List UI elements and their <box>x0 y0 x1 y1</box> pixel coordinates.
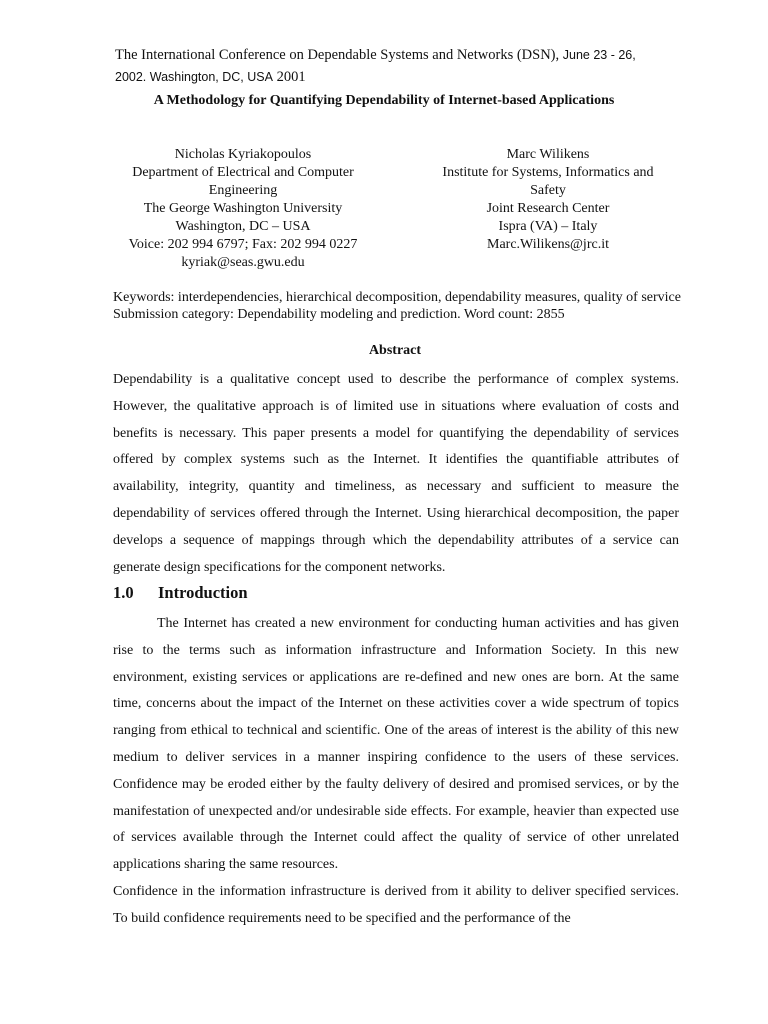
introduction-body <box>113 611 679 933</box>
author-1-email: kyriak@seas.gwu.edu <box>181 255 305 270</box>
abstract-body <box>113 367 679 581</box>
author-2-email: Marc.Wilikens@jrc.it <box>487 237 609 252</box>
keywords-block <box>113 289 683 323</box>
venue-main: The International Conference on Dependable Systems and Networks (DSN), <box>115 47 560 63</box>
author-2-location: Ispra (VA) – Italy <box>498 219 598 234</box>
author-1-name: Nicholas Kyriakopoulos <box>174 147 312 162</box>
author-2-affiliation-line: Joint Research Center <box>486 201 610 216</box>
introduction-paragraph-2: Confidence in the information infrastructure is derived from it ability to deliver specified services. To build confidence requirements need to be specified and the performance of the <box>113 883 679 926</box>
abstract-heading: Abstract <box>368 343 422 358</box>
venue-dates: June 23 - 26, <box>562 48 636 62</box>
author-2-affiliation-line: Institute for Systems, Informatics and <box>442 165 654 180</box>
section-title: Introduction <box>158 583 248 602</box>
conference-header <box>115 44 675 88</box>
section-heading-introduction <box>113 583 248 603</box>
author-2-affiliation-line: Safety <box>530 183 566 198</box>
author-block-1 <box>113 146 373 272</box>
author-2-name: Marc Wilikens <box>506 147 590 162</box>
submission-line: Submission category: Dependability modeling and prediction. Word count: 2855 <box>113 307 565 322</box>
keywords-line: Keywords: interdependencies, hierarchical decomposition, dependability measures, quality of service <box>113 290 681 305</box>
paper-title: A Methodology for Quantifying Dependability of Internet-based Applications <box>153 93 615 108</box>
venue-year: 2001 <box>276 69 306 85</box>
author-1-affiliation-line: Department of Electrical and Computer <box>132 165 354 180</box>
author-1-location: Washington, DC – USA <box>175 219 311 234</box>
venue-location: 2002. Washington, DC, USA <box>115 70 273 84</box>
section-number: 1.0 <box>113 583 134 602</box>
author-1-phone: Voice: 202 994 6797; Fax: 202 994 0227 <box>128 237 358 252</box>
abstract-paragraph: Dependability is a qualitative concept used to describe the performance of complex systems. However, the qualitative approach is of limited use in situations where evaluation of costs and benefits is necessary. This paper presents a model for quantifying the dependability of services offered by complex systems such as the Internet. It identifies the quantifiable attributes of availability, integrity, quantity and timeliness, as necessary and sufficient to measure the dependability of services offered through the Internet. Using hierarchical decomposition, the paper develops a sequence of mappings through which the dependability attributes of a service can generate design specifications for the component networks. <box>113 372 679 575</box>
introduction-paragraph-1: The Internet has created a new environment for conducting human activities and has given rise to the terms such as information infrastructure and Information Society. In this new environment, existing services or applications are re-defined and new ones are born. At the same time, concerns about the impact of the Internet on these activities cover a wide spectrum of topics ranging from ethical to technical and scientific. One of the areas of interest is the ability of this new medium to deliver services in a manner inspiring confidence to the users of these services. Confidence may be eroded either by the faulty delivery of desired and promised services, or by the manifestation of unexpected and/or undesirable side effects. For example, heavier than expected use of services available through the Internet could affect the quality of service of other unrelated applications sharing the same resources. <box>113 616 679 873</box>
author-block-2 <box>418 146 678 254</box>
author-1-affiliation-line: Engineering <box>208 183 278 198</box>
author-1-affiliation-line: The George Washington University <box>143 201 343 216</box>
